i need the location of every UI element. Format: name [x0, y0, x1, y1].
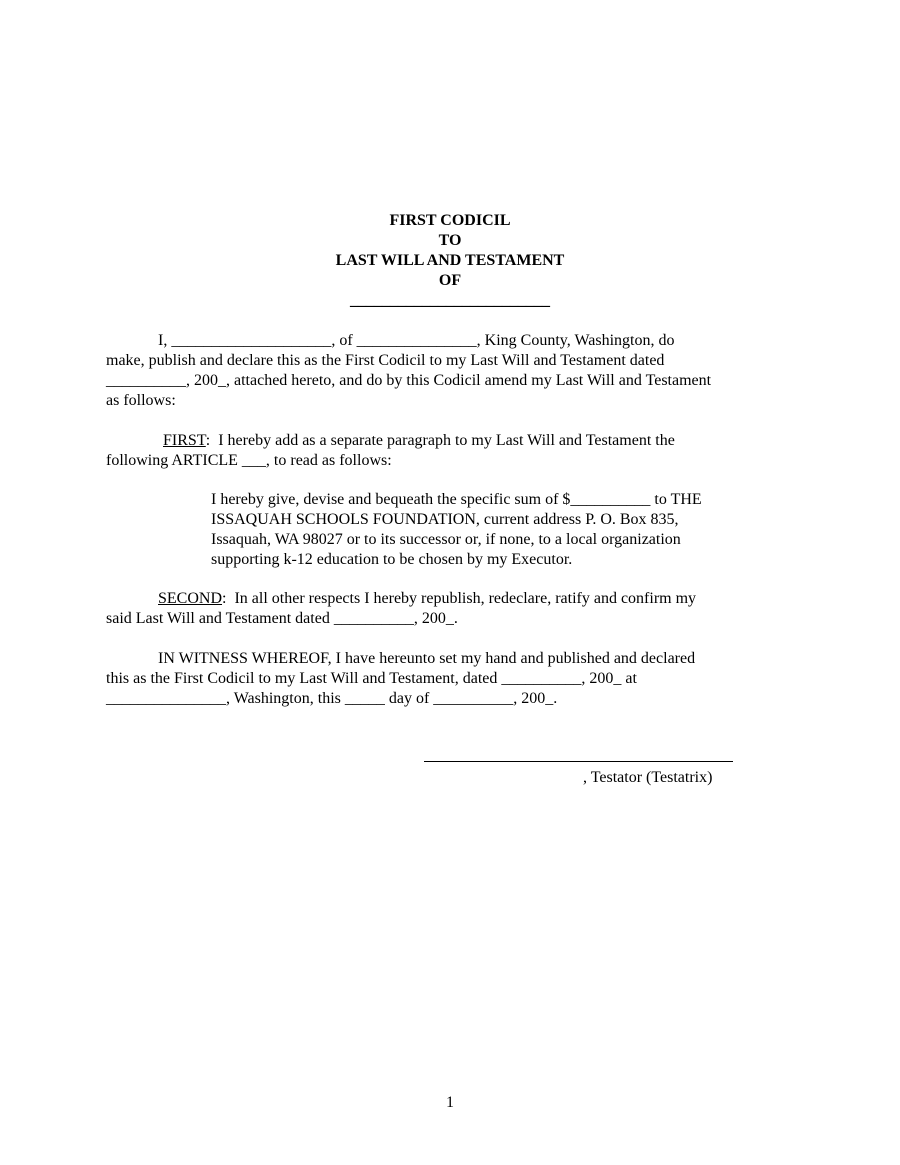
intro-line-1: I, ____________________, of _______________, King County, Washington, do: [158, 332, 675, 349]
title-line-4: OF: [438, 272, 462, 289]
first-line-2: following ARTICLE ___, to read as follows:: [106, 452, 392, 469]
second-line-1: [158, 589, 696, 609]
intro-line-4: as follows:: [106, 392, 176, 409]
intro-line-2: make, publish and declare this as the First Codicil to my Last Will and Testament dated: [106, 352, 665, 369]
second-line-2: said Last Will and Testament dated __________, 200_.: [106, 610, 458, 627]
second-heading: SECOND: [158, 590, 223, 607]
document-title: [0, 211, 900, 311]
first-heading: FIRST: [163, 432, 206, 449]
title-line-2: TO: [438, 232, 462, 249]
bequest-line-4: supporting k-12 education to be chosen by my Executor.: [211, 551, 573, 568]
intro-line-3: __________, 200_, attached hereto, and do by this Codicil amend my Last Will and Testament: [106, 372, 712, 389]
second-line-1-text: : In all other respects I hereby republish, redeclare, ratify and confirm my: [222, 590, 697, 607]
first-line-1-text: : I hereby add as a separate paragraph to my Last Will and Testament the: [205, 432, 675, 449]
testator-name-blank: _________________________: [350, 292, 550, 309]
first-line-1: [163, 431, 675, 451]
witness-line-2: this as the First Codicil to my Last Will and Testament, dated __________, 200_ at: [106, 670, 637, 687]
signature-line: [424, 761, 733, 762]
witness-line-3: _______________, Washington, this _____ day of __________, 200_.: [106, 690, 558, 707]
signature-label: , Testator (Testatrix): [583, 769, 713, 786]
bequest-line-1: I hereby give, devise and bequeath the specific sum of $__________ to THE: [211, 491, 702, 508]
title-line-1: FIRST CODICIL: [389, 212, 511, 229]
bequest-line-3: Issaquah, WA 98027 or to its successor or, if none, to a local organization: [211, 531, 681, 548]
page-number: 1: [446, 1094, 454, 1111]
bequest-line-2: ISSAQUAH SCHOOLS FOUNDATION, current address P. O. Box 835,: [211, 511, 679, 528]
title-line-3: LAST WILL AND TESTAMENT: [335, 252, 565, 269]
witness-line-1: IN WITNESS WHEREOF, I have hereunto set my hand and published and declared: [158, 650, 696, 667]
